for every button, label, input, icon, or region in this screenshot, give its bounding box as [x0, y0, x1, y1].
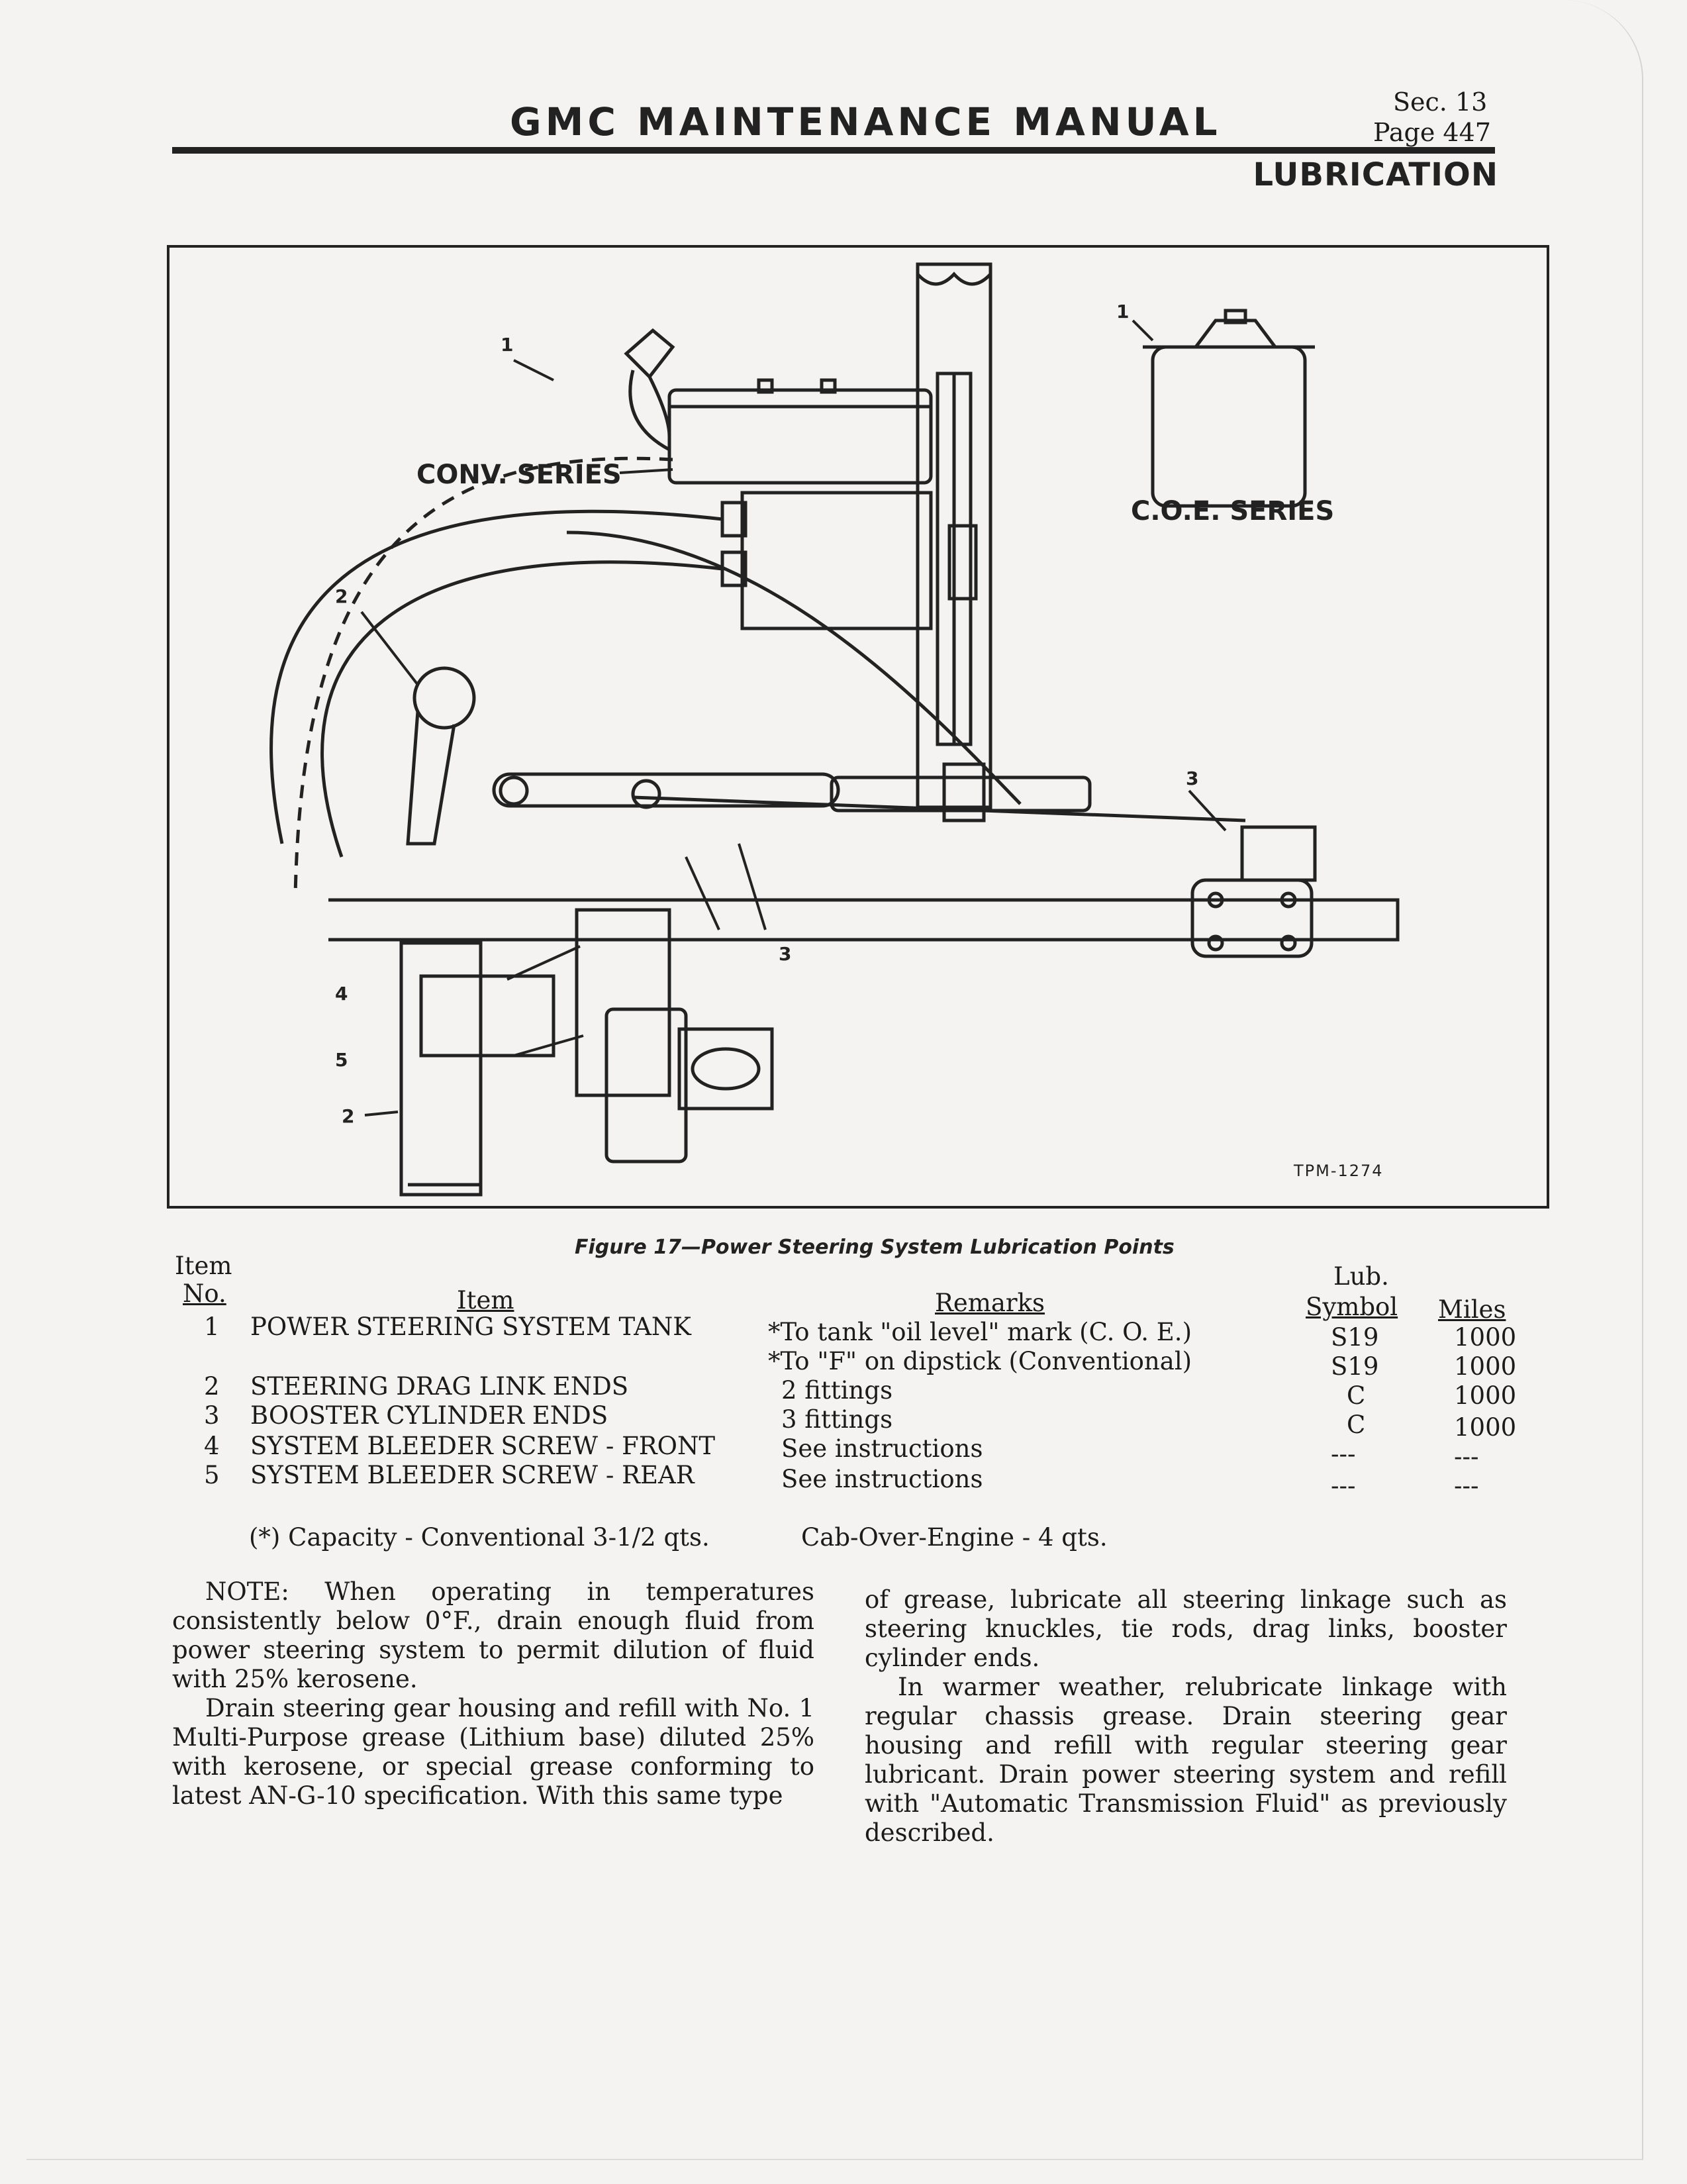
pump-body	[742, 493, 931, 628]
row-item: STEERING DRAG LINK ENDS	[250, 1372, 629, 1401]
row-remarks: *To "F" on dipstick (Conventional)	[768, 1347, 1192, 1375]
header-rule	[172, 147, 1495, 154]
row-miles: 1000	[1454, 1352, 1517, 1381]
row-remarks: See instructions	[781, 1465, 983, 1493]
row-item: BOOSTER CYLINDER ENDS	[250, 1401, 608, 1430]
callout-2-lower: 2	[342, 1105, 355, 1127]
row-miles: 1000	[1454, 1413, 1517, 1442]
row-remarks: *To tank "oil level" mark (C. O. E.)	[768, 1318, 1192, 1346]
manual-title: GMC MAINTENANCE MANUAL	[510, 99, 1222, 144]
header-item-no-2: No.	[183, 1279, 226, 1308]
row-symbol: ---	[1331, 1471, 1356, 1500]
row-item: SYSTEM BLEEDER SCREW - FRONT	[250, 1432, 716, 1460]
row-remarks: 2 fittings	[781, 1376, 893, 1405]
figure-frame	[167, 245, 1549, 1209]
figure-reference: TPM-1274	[1294, 1162, 1384, 1180]
row-item: SYSTEM BLEEDER SCREW - REAR	[250, 1461, 695, 1489]
callout-1-coe: 1	[1116, 301, 1130, 323]
page-number: Page 447	[1373, 118, 1491, 147]
row-miles: ---	[1454, 1471, 1479, 1500]
row-no: 4	[204, 1432, 220, 1460]
callout-4: 4	[335, 983, 348, 1005]
conv-series-label: CONV. SERIES	[416, 460, 622, 490]
row-no: 1	[204, 1313, 220, 1341]
warm-weather-paragraph: In warmer weather, relubricate linkage with regular chassis grease. Drain steering gear housing and refill with regular steering gear lubricant. Drain power steering system and refill with "Automatic Transmission Fluid" as previously described.	[865, 1673, 1507, 1847]
coe-series-label: C.O.E. SERIES	[1131, 496, 1335, 526]
row-item: POWER STEERING SYSTEM TANK	[250, 1313, 691, 1341]
drain-paragraph: Drain steering gear housing and refill with No. 1 Multi-Purpose grease (Lithium base) diluted 25% with kerosene, or special grease conforming to latest AN-G-10 specification. With this same type	[172, 1694, 814, 1810]
row-no: 2	[204, 1372, 220, 1401]
row-miles: 1000	[1454, 1323, 1517, 1352]
power-steering-diagram	[169, 248, 1552, 1211]
callout-2-drag-link: 2	[335, 585, 348, 607]
callout-3-lower: 3	[779, 943, 792, 965]
header-item: Item	[457, 1286, 514, 1315]
drag-link	[494, 774, 838, 806]
valve-body	[401, 943, 481, 1195]
header-lub-2: Symbol	[1306, 1293, 1398, 1321]
header-miles: Miles	[1438, 1295, 1506, 1324]
header-remarks: Remarks	[935, 1289, 1045, 1317]
row-no: 5	[204, 1461, 220, 1489]
conv-tank	[669, 390, 931, 483]
body-left-column	[172, 1577, 814, 1811]
return-hose	[322, 562, 722, 857]
body-right-column	[865, 1585, 1507, 1848]
row-symbol: S19	[1331, 1352, 1379, 1381]
grease-paragraph: of grease, lubricate all steering linkage such as steering knuckles, tie rods, drag links, booster cylinder ends.	[865, 1585, 1507, 1672]
row-symbol: C	[1347, 1411, 1366, 1439]
row-symbol: S19	[1331, 1323, 1379, 1352]
capacity-coe: Cab-Over-Engine - 4 qts.	[801, 1523, 1108, 1552]
note-paragraph: NOTE: When operating in temperatures consistently below 0°F., drain enough fluid from power steering system to permit dilution of fluid with 25% kerosene.	[172, 1577, 814, 1693]
row-remarks: See instructions	[781, 1434, 983, 1463]
header-item-no-1: Item	[175, 1252, 232, 1280]
header-lub-1: Lub.	[1333, 1262, 1389, 1291]
callout-5: 5	[335, 1049, 348, 1071]
row-symbol: ---	[1331, 1440, 1356, 1468]
axle	[328, 900, 1398, 940]
callout-3-cylinder: 3	[1186, 768, 1199, 789]
callout-1-conv: 1	[501, 334, 514, 356]
pitman-arm-ball	[414, 668, 474, 728]
row-miles: ---	[1454, 1442, 1479, 1471]
row-miles: 1000	[1454, 1381, 1517, 1410]
row-remarks: 3 fittings	[781, 1405, 893, 1434]
figure-caption: Figure 17—Power Steering System Lubrication Points	[575, 1236, 1175, 1259]
row-symbol: C	[1347, 1381, 1366, 1410]
steering-gear	[577, 910, 669, 1095]
capacity-conventional: (*) Capacity - Conventional 3-1/2 qts.	[249, 1523, 710, 1552]
section-title: LUBRICATION	[1253, 156, 1498, 193]
row-no: 3	[204, 1401, 220, 1430]
section-number: Sec. 13	[1393, 87, 1488, 117]
coe-tank	[1153, 347, 1305, 506]
